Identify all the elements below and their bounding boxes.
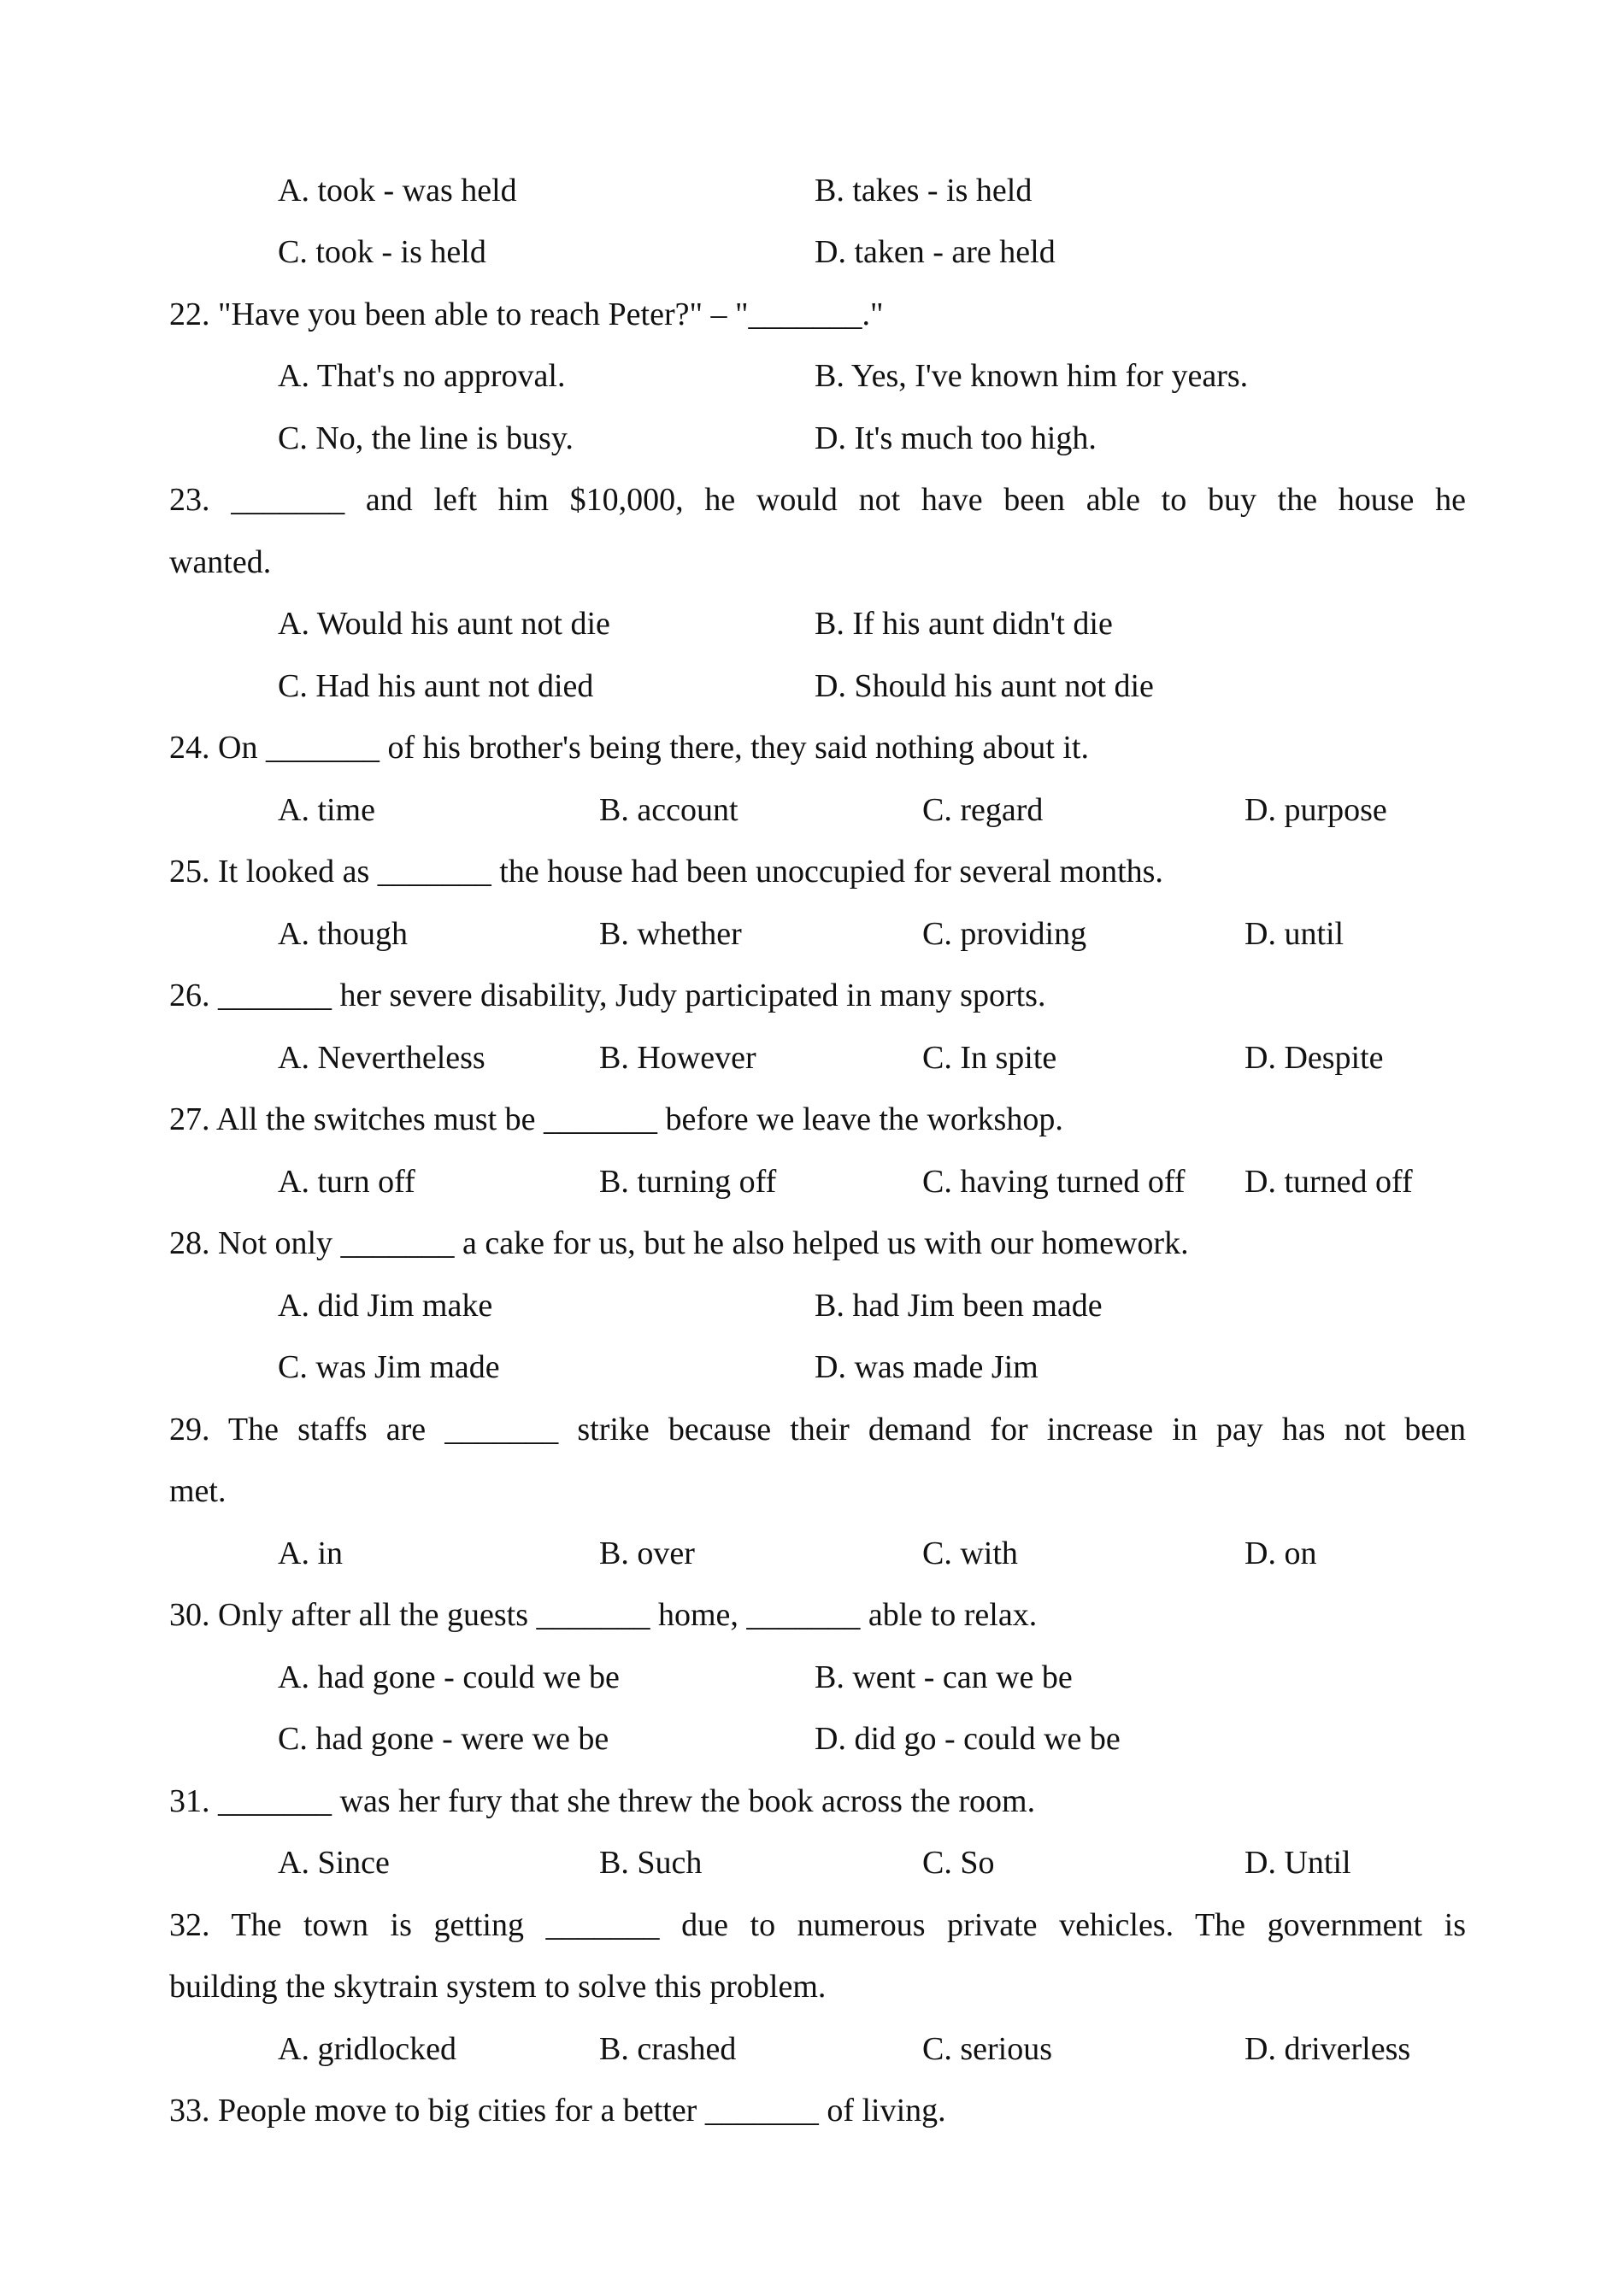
q30-stem: 30. Only after all the guests _______ home, _______ able to relax. xyxy=(169,1597,1038,1633)
q24-option-a: A. time xyxy=(278,792,375,828)
q31-stem: 31. _______ was her fury that she threw the book across the room. xyxy=(169,1783,1036,1819)
q29-option-a: A. in xyxy=(278,1536,343,1571)
q32-option-b: B. crashed xyxy=(599,2031,737,2067)
q29-stem-line2: met. xyxy=(169,1473,227,1509)
q30-option-c: C. had gone - were we be xyxy=(278,1721,609,1757)
q29-option-b: B. over xyxy=(599,1536,695,1571)
q21-option-d: D. taken - are held xyxy=(815,234,1056,270)
q27-option-d: D. turned off xyxy=(1244,1164,1413,1200)
q26-option-b: B. However xyxy=(599,1040,756,1076)
q30-option-d: D. did go - could we be xyxy=(815,1721,1121,1757)
q25-option-c: C. providing xyxy=(922,916,1087,952)
q24-stem: 24. On _______ of his brother's being there, they said nothing about it. xyxy=(169,730,1089,766)
q24-option-c: C. regard xyxy=(922,792,1044,828)
q32-option-d: D. driverless xyxy=(1244,2031,1411,2067)
q30-option-b: B. went - can we be xyxy=(815,1659,1073,1695)
q31-option-d: D. Until xyxy=(1244,1845,1351,1881)
q22-option-a: A. That's no approval. xyxy=(278,358,566,394)
q32-option-c: C. serious xyxy=(922,2031,1052,2067)
q23-option-a: A. Would his aunt not die xyxy=(278,606,610,642)
q22-option-d: D. It's much too high. xyxy=(815,420,1097,456)
q23-option-c: C. Had his aunt not died xyxy=(278,668,594,704)
q32-option-a: A. gridlocked xyxy=(278,2031,456,2067)
q32-stem-line2: building the skytrain system to solve this problem. xyxy=(169,1969,827,2005)
q31-option-b: B. Such xyxy=(599,1845,703,1881)
q26-option-a: A. Nevertheless xyxy=(278,1040,485,1076)
q28-option-b: B. had Jim been made xyxy=(815,1288,1103,1324)
q23-option-b: B. If his aunt didn't die xyxy=(815,606,1113,642)
q23-stem-line2: wanted. xyxy=(169,544,272,580)
q27-option-c: C. having turned off xyxy=(922,1164,1186,1200)
q33-stem: 33. People move to big cities for a better _______ of living. xyxy=(169,2093,946,2129)
q28-option-a: A. did Jim make xyxy=(278,1288,493,1324)
q32-stem-line1: 32. The town is getting _______ due to numerous private vehicles. The government is xyxy=(169,1907,1466,1943)
q25-option-a: A. though xyxy=(278,916,408,952)
q26-option-d: D. Despite xyxy=(1244,1040,1384,1076)
q28-option-d: D. was made Jim xyxy=(815,1349,1039,1385)
q27-stem: 27. All the switches must be _______ before we leave the workshop. xyxy=(169,1101,1063,1137)
q23-option-d: D. Should his aunt not die xyxy=(815,668,1154,704)
q27-option-b: B. turning off xyxy=(599,1164,777,1200)
q29-option-c: C. with xyxy=(922,1536,1018,1571)
q21-option-b: B. takes - is held xyxy=(815,173,1033,208)
q23-stem-line1: 23. _______ and left him $10,000, he would not have been able to buy the house he xyxy=(169,482,1466,518)
q25-option-b: B. whether xyxy=(599,916,742,952)
q25-option-d: D. until xyxy=(1244,916,1345,952)
q21-option-c: C. took - is held xyxy=(278,234,486,270)
q22-stem: 22. "Have you been able to reach Peter?" – "_______." xyxy=(169,297,884,332)
q26-option-c: C. In spite xyxy=(922,1040,1057,1076)
q28-stem: 28. Not only _______ a cake for us, but he also helped us with our homework. xyxy=(169,1225,1189,1261)
q25-stem: 25. It looked as _______ the house had been unoccupied for several months. xyxy=(169,854,1163,890)
q30-option-a: A. had gone - could we be xyxy=(278,1659,620,1695)
q29-option-d: D. on xyxy=(1244,1536,1317,1571)
q31-option-a: A. Since xyxy=(278,1845,390,1881)
q28-option-c: C. was Jim made xyxy=(278,1349,500,1385)
q24-option-b: B. account xyxy=(599,792,738,828)
q24-option-d: D. purpose xyxy=(1244,792,1387,828)
q26-stem: 26. _______ her severe disability, Judy participated in many sports. xyxy=(169,978,1046,1013)
q22-option-c: C. No, the line is busy. xyxy=(278,420,574,456)
q21-option-a: A. took - was held xyxy=(278,173,517,208)
q27-option-a: A. turn off xyxy=(278,1164,415,1200)
q29-stem-line1: 29. The staffs are _______ strike because their demand for increase in pay has not been xyxy=(169,1412,1466,1447)
q31-option-c: C. So xyxy=(922,1845,995,1881)
q22-option-b: B. Yes, I've known him for years. xyxy=(815,358,1249,394)
